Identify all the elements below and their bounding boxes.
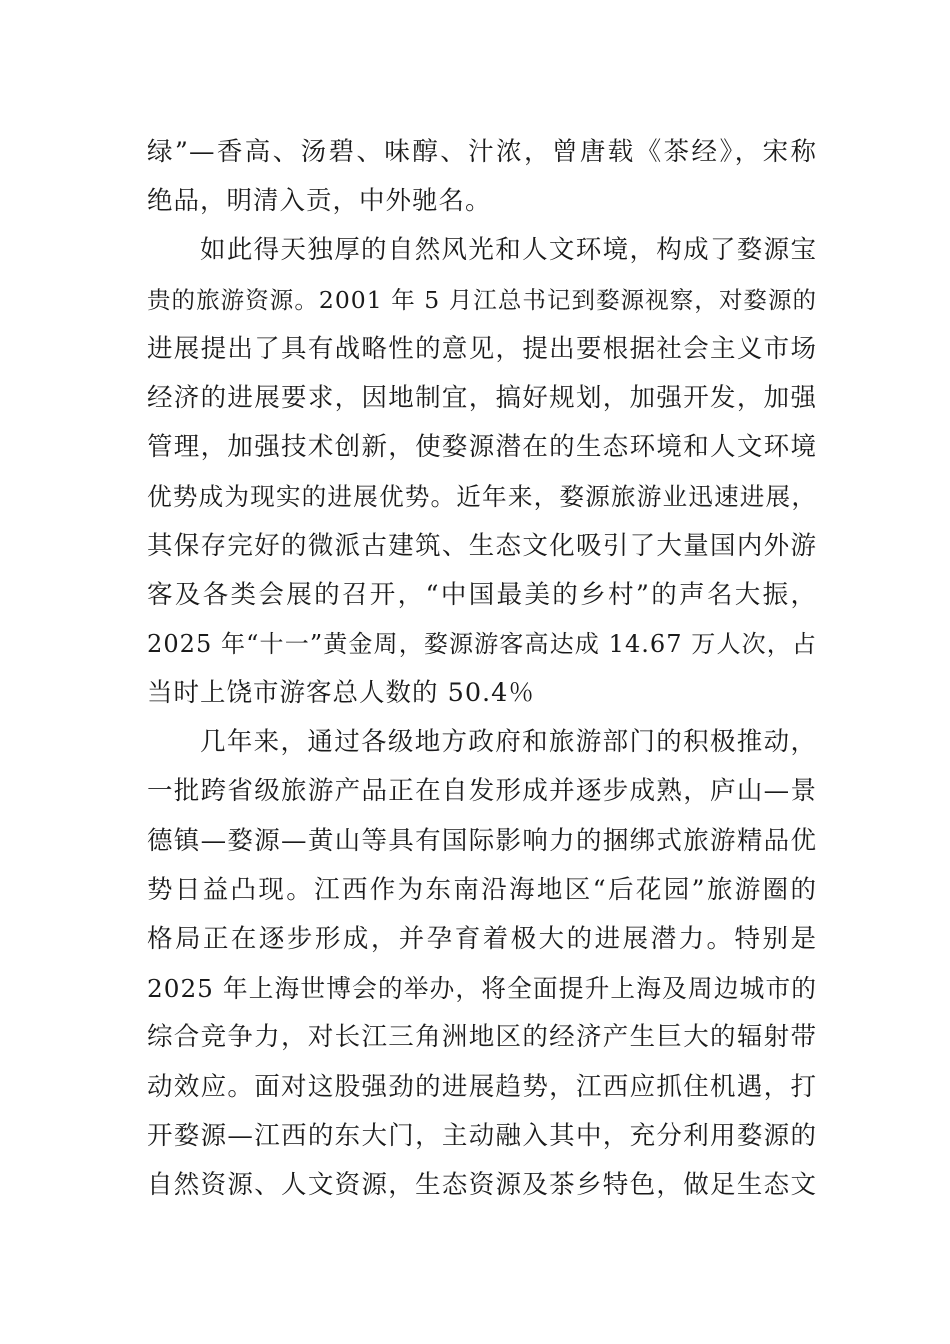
text-line: 客及各类会展的召开，“中国最美的乡村”的声名大振， — [147, 579, 817, 610]
text-line: 动效应。面对这股强劲的进展趋势，江西应抓住机遇，打 — [147, 1071, 817, 1102]
text-line: 优势成为现实的进展优势。近年来，婺源旅游业迅速进展， — [147, 482, 817, 512]
text-line: 开婺源—江西的东大门，主动融入其中，充分利用婺源的 — [147, 1120, 817, 1151]
text-line: 自然资源、人文资源，生态资源及茶乡特色，做足生态文 — [147, 1169, 817, 1200]
text-line: 2025 年上海世博会的举办，将全面提升上海及周边城市的 — [147, 974, 817, 1004]
text-line: 德镇—婺源—黄山等具有国际影响力的捆绑式旅游精品优 — [147, 825, 817, 856]
paragraph-regional-development — [147, 718, 817, 1210]
text-line: 格局正在逐步形成，并孕育着极大的进展潜力。特别是 — [147, 924, 817, 954]
text-line: 管理，加强技术创新，使婺源潜在的生态环境和人文环境 — [147, 432, 817, 463]
text-line: 势日益凸现。江西作为东南沿海地区“后花园”旅游圈的 — [147, 874, 817, 905]
paragraph-tourism-resources — [147, 226, 817, 718]
text-line: 几年来，通过各级地方政府和旅游部门的积极推动， — [200, 727, 817, 758]
text-line: 2025 年“十一”黄金周，婺源游客高达成 14.67 万人次，占 — [147, 629, 817, 658]
text-line: 贵的旅游资源。2001 年 5 月江总书记到婺源视察，对婺源的 — [147, 285, 817, 314]
text-line: 当时上饶市游客总人数的 50.4％ — [147, 678, 535, 709]
text-line: 综合竞争力，对长江三角洲地区的经济产生巨大的辐射带 — [147, 1022, 817, 1053]
text-line: 其保存完好的微派古建筑、生态文化吸引了大量国内外游 — [147, 530, 817, 561]
paragraph-tea-description — [147, 128, 817, 226]
text-line: 进展提出了具有战略性的意见，提出要根据社会主义市场 — [147, 333, 817, 364]
body-text — [147, 128, 817, 1210]
text-line: 经济的进展要求，因地制宜，搞好规划，加强开发，加强 — [147, 382, 817, 413]
text-line: 绿”—香高、汤碧、味醇、汁浓，曾唐载《茶经》，宋称 — [147, 137, 817, 167]
text-line: 绝品，明清入贡，中外驰名。 — [147, 186, 492, 217]
text-line: 如此得天独厚的自然风光和人文环境，构成了婺源宝 — [200, 235, 817, 266]
text-line: 一批跨省级旅游产品正在自发形成并逐步成熟，庐山—景 — [147, 776, 817, 807]
